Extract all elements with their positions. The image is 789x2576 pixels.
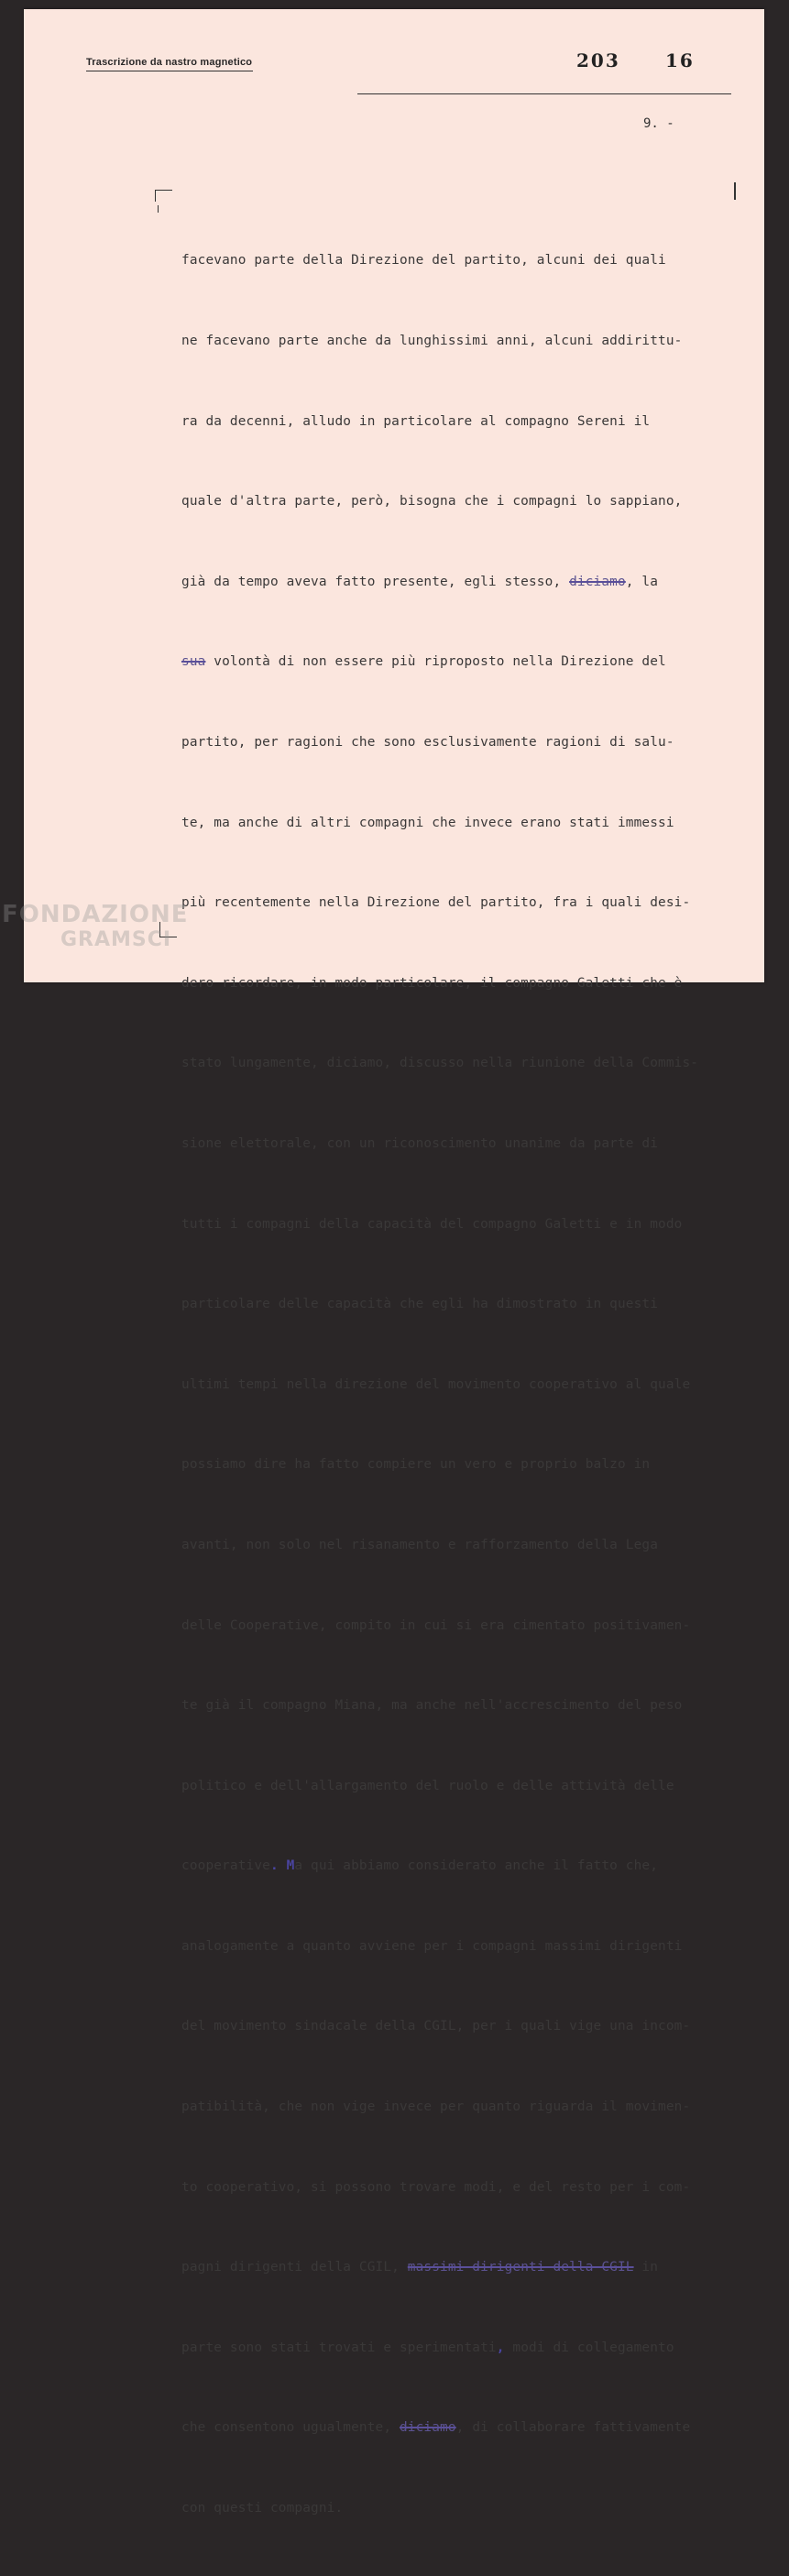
text-segment: cooperative xyxy=(181,1858,270,1874)
text-line: politico e dell'allargamento del ruolo e delle attività delle xyxy=(181,1778,674,1793)
text-segment: in xyxy=(633,2260,659,2275)
text-line xyxy=(181,649,768,675)
text-line: più recentemente nella Direzione del partito, fra i quali desi- xyxy=(181,895,691,911)
text-line: dero ricordare, in modo particolare, il compagno Galetti che è xyxy=(181,975,683,991)
struck-phrase: massimi dirigenti della CGIL xyxy=(407,2260,634,2275)
archive-watermark xyxy=(2,902,188,953)
text-line: patibilità, che non vige invece per quanto riguarda il movimen- xyxy=(181,2099,691,2115)
text-line: avanti, non solo nel risanamento e rafforzamento della Lega xyxy=(181,1537,659,1552)
text-segment: , di collaborare fattivamente xyxy=(455,2420,691,2436)
watermark-line: FONDAZIONE xyxy=(2,901,189,928)
text-line: partito, per ragioni che sono esclusivamente ragioni di salu- xyxy=(181,734,674,750)
text-segment: pagni dirigenti della CGIL, xyxy=(181,2260,408,2275)
struck-word: diciamo xyxy=(569,574,626,589)
corner-mark-tick xyxy=(158,205,159,213)
text-segment: modi di collegamento xyxy=(504,2340,674,2355)
text-line: delle Cooperative, compito in cui si era cimentato positivamen- xyxy=(181,1617,691,1633)
text-line xyxy=(181,1853,768,1880)
text-line: sione elettorale, con un riconoscimento unanime da parte di xyxy=(181,1135,659,1151)
text-line: te già il compagno Miana, ma anche nell'accrescimento del peso xyxy=(181,1698,683,1714)
text-line: particolare delle capacità che egli ha dimostrato in questi xyxy=(181,1297,659,1312)
text-line: ne facevano parte anche da lunghissimi anni, alcuni addirittu- xyxy=(181,334,683,348)
document-subnumber: 16 xyxy=(665,49,695,71)
text-line: ra da decenni, alludo in particolare al compagno Sereni il xyxy=(181,413,651,429)
text-line xyxy=(181,569,768,596)
header-label: Trascrizione da nastro magnetico xyxy=(86,57,253,68)
struck-word: sua xyxy=(181,654,206,670)
transcript-body xyxy=(181,194,768,2576)
text-segment: volontà di non essere più riproposto nella Direzione del xyxy=(205,654,666,670)
page-number: 9. - xyxy=(643,116,674,131)
text-line: ultimi tempi nella direzione del movimento cooperativo al quale xyxy=(181,1376,691,1392)
top-rule xyxy=(357,93,731,94)
text-line: analogamente a quanto avviene per i compagni massimi dirigenti xyxy=(181,1938,683,1954)
handwritten-correction: . M xyxy=(269,1858,295,1874)
text-line: possiamo dire ha fatto compiere un vero e proprio balzo in xyxy=(181,1457,651,1473)
text-segment: parte sono stati trovati e sperimentati xyxy=(181,2340,497,2355)
text-line: to cooperativo, si possono trovare modi, e del resto per i com- xyxy=(181,2179,691,2195)
corner-mark-top-left xyxy=(155,190,172,202)
watermark-line: GRAMSCI xyxy=(60,928,172,951)
text-line: con questi compagni. xyxy=(181,2501,344,2516)
text-line xyxy=(181,2415,768,2441)
text-line: stato lungamente, diciamo, discusso nella riunione della Commis- xyxy=(181,1056,699,1071)
text-segment: , la xyxy=(625,574,659,589)
text-line xyxy=(181,2254,768,2281)
handwritten-correction: , xyxy=(496,2340,505,2355)
struck-word: diciamo xyxy=(399,2420,456,2436)
document-number: 203 xyxy=(576,49,620,71)
text-line: del movimento sindacale della CGIL, per i quali vige una incom- xyxy=(181,2019,691,2034)
text-line: facevano parte della Direzione del partito, alcuni dei quali xyxy=(181,253,666,269)
text-line: tutti i compagni della capacità del compagno Galetti e in modo xyxy=(181,1216,683,1232)
text-line xyxy=(181,2335,768,2362)
text-segment: che consentono ugualmente, xyxy=(181,2420,400,2436)
text-line: quale d'altra parte, però, bisogna che i compagni lo sappiano, xyxy=(181,494,683,510)
text-segment: a qui abbiamo considerato anche il fatto che, xyxy=(294,1858,659,1874)
text-line: te, ma anche di altri compagni che invece erano stati immessi xyxy=(181,815,674,830)
document-page xyxy=(24,9,764,2516)
text-segment: già da tempo aveva fatto presente, egli stesso, xyxy=(181,574,570,589)
